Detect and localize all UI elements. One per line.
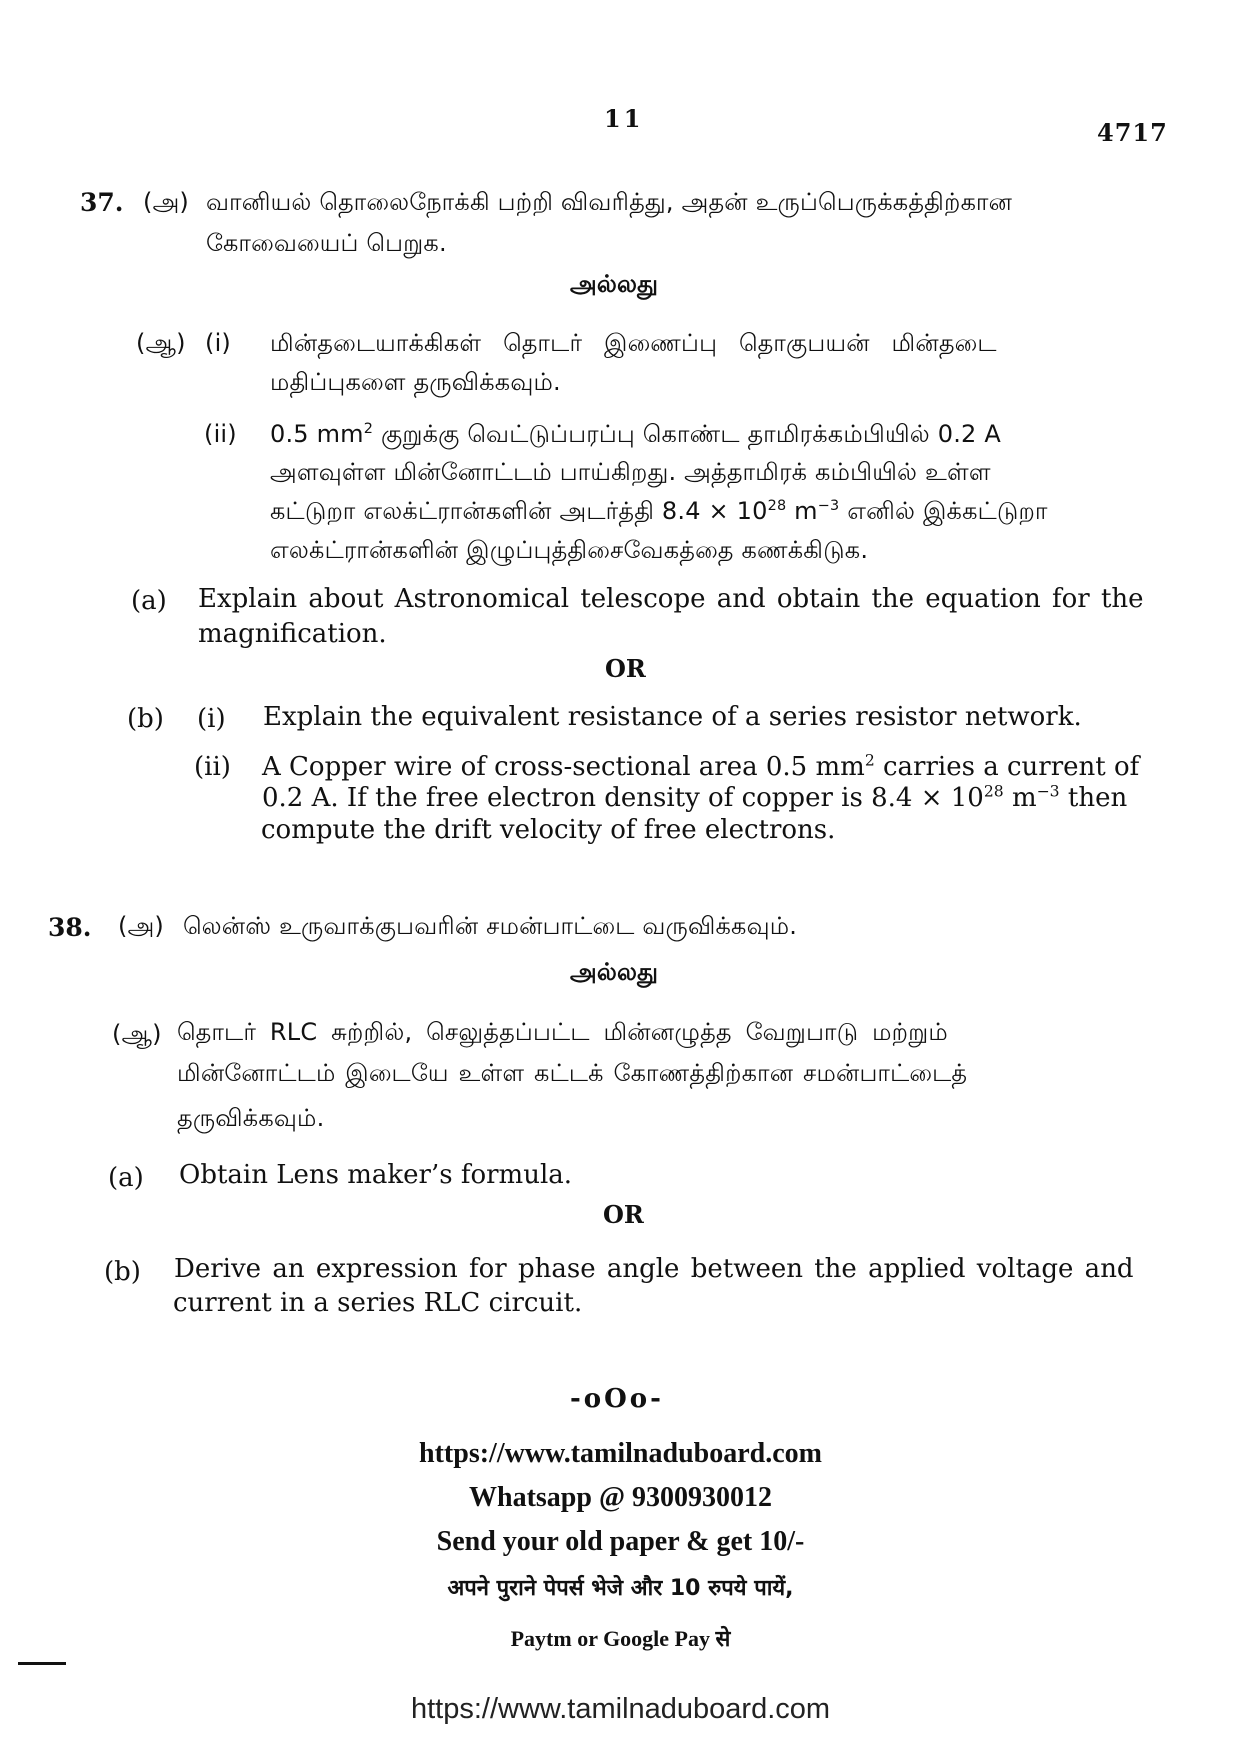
english-text: 0.2 A. If the free electron density of copper is $8.4 \times 10^{28}$ $m^{-3}$ then [262, 782, 1128, 813]
english-text: Obtain Lens maker’s formula. [179, 1160, 573, 1190]
english-text: Derive an expression for phase angle between the applied voltage and [174, 1254, 1134, 1284]
tamil-text: 0.5 $mm^2$ குறுக்கு வெட்டுப்பரப்பு கொண்ட தாமிரக்கம்பியில் 0.2 A [270, 420, 1001, 448]
footer-payment: Paytm or Google Pay से [510, 1626, 731, 1651]
question-number: 37. [80, 188, 124, 217]
tamil-text: அளவுள்ள மின்னோட்டம் பாய்கிறது. அத்தாமிரக் கம்பியில் உள்ள [270, 458, 991, 486]
page-number: 11 [604, 104, 644, 133]
english-text: Explain about Astronomical telescope and obtain the equation for the [198, 584, 1144, 614]
tamil-text: மின்னோட்டம் இடையே உள்ள கட்டக் கோணத்திற்கான சமன்பாட்டைத் [177, 1059, 968, 1087]
tamil-text: மின்தடையாக்கிகள் தொடர் இணைப்பு தொகுபயன் மின்தடை [270, 329, 997, 357]
option-label: (a) [131, 586, 167, 616]
option-label: (ஆ) [112, 1020, 162, 1048]
question-number: 38. [48, 913, 92, 942]
scan-mark [18, 1662, 66, 1665]
english-text: current in a series RLC circuit. [173, 1288, 583, 1318]
english-text: Explain the equivalent resistance of a series resistor network. [263, 702, 1082, 732]
or-divider: OR [605, 654, 646, 683]
tamil-text: தொடர் RLC சுற்றில், செலுத்தப்பட்ட மின்னழுத்த வேறுபாடு மற்றும் [177, 1018, 948, 1046]
tamil-text: கோவையைப் பெறுக. [206, 229, 447, 257]
tamil-text: மதிப்புகளை தருவிக்கவும். [270, 368, 561, 396]
or-divider: OR [603, 1200, 644, 1229]
option-label: (அ) [118, 912, 164, 940]
option-label: (a) [108, 1163, 144, 1193]
or-divider: அல்லது [570, 958, 659, 986]
option-label: (அ) [143, 188, 189, 216]
end-mark: -oOo- [570, 1384, 664, 1414]
tamil-text: எலக்ட்ரான்களின் இழுப்புத்திசைவேகத்தை கணக்கிடுக. [270, 536, 869, 564]
footer-url[interactable]: https://www.tamilnaduboard.com [419, 1438, 822, 1469]
paper-code: 4717 [1097, 118, 1168, 147]
english-text: magnification. [198, 619, 387, 649]
tamil-text: லென்ஸ் உருவாக்குபவரின் சமன்பாட்டை வருவிக்கவும். [183, 912, 798, 940]
footer-hindi: अपने पुराने पेपर्स भेजे और 10 रुपये पायें, [447, 1576, 794, 1601]
footer-offer: Send your old paper & get 10/- [436, 1526, 805, 1557]
tamil-text: வானியல் தொலைநோக்கி பற்றி விவரித்து, அதன் உருப்பெருக்கத்திற்கான [206, 188, 1013, 216]
english-text: compute the drift velocity of free electrons. [261, 815, 836, 845]
footer-whatsapp: Whatsapp @ 9300930012 [469, 1482, 772, 1513]
english-text: A Copper wire of cross-sectional area 0.5 $mm^2$ carries a current of [262, 751, 1140, 782]
tamil-text: தருவிக்கவும். [177, 1104, 325, 1132]
option-label: (b) [127, 704, 164, 734]
tamil-text: கட்டுறா எலக்ட்ரான்களின் அடர்த்தி $8.4 \times 10^{28}$ $m^{-3}$ எனில் இக்கட்டுறா [270, 497, 1048, 525]
sub-label: (i) [205, 329, 231, 357]
option-label: (ஆ) [136, 329, 186, 357]
sub-label: (i) [197, 704, 226, 734]
or-divider: அல்லது [570, 270, 659, 298]
sub-label: (ii) [194, 752, 231, 782]
bottom-url[interactable]: https://www.tamilnaduboard.com [410, 1693, 831, 1725]
sub-label: (ii) [204, 420, 237, 448]
option-label: (b) [104, 1257, 141, 1287]
